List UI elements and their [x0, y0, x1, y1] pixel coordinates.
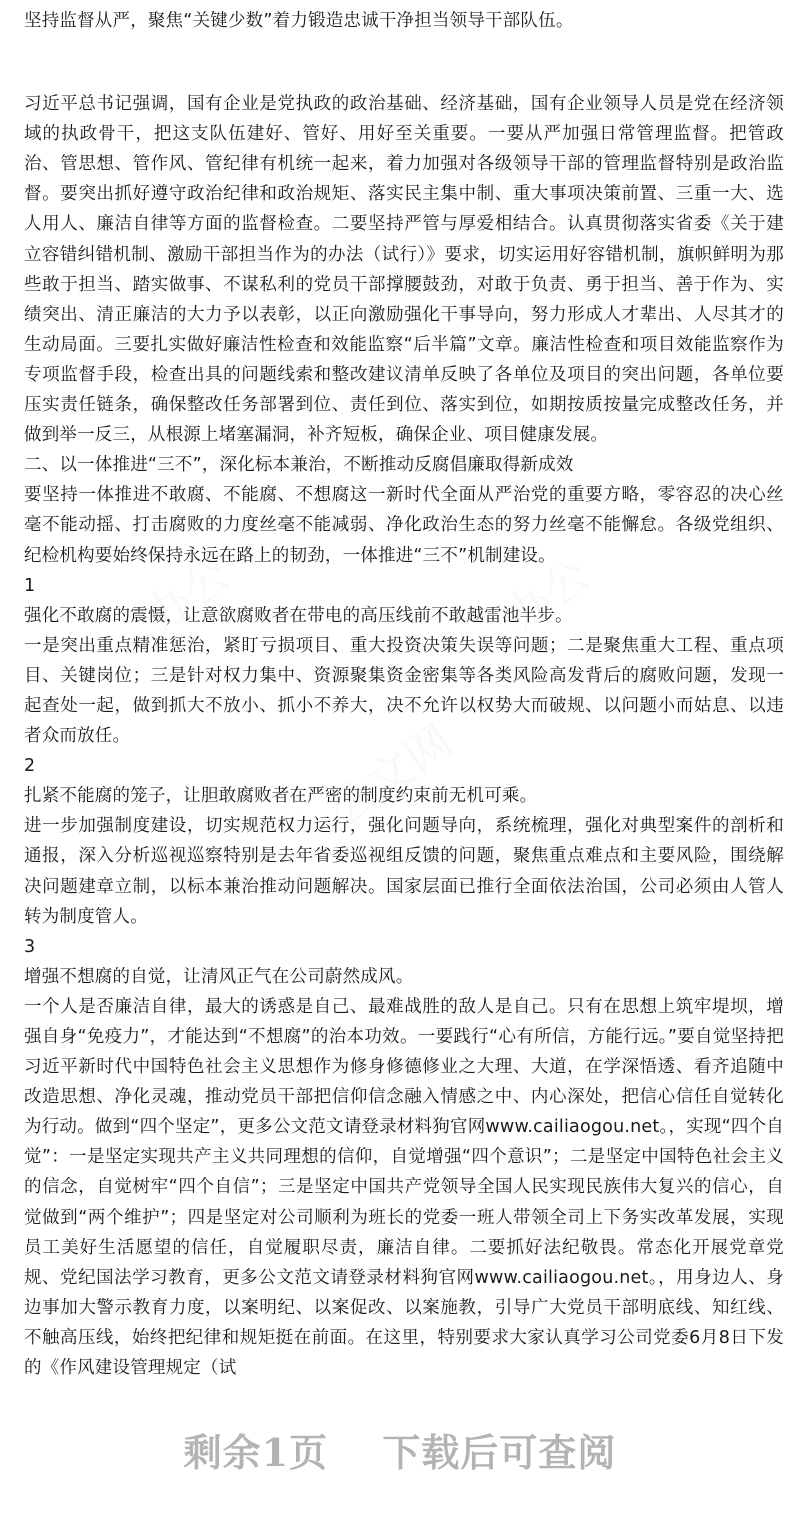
download-label[interactable]: 下载后可查阅	[382, 1430, 617, 1475]
paragraph: 进一步加强制度建设，切实规范权力运行，强化问题导向，系统梳理，强化对典型案件的剖析和通报，深入分析巡视巡察特别是去年省委巡视组反馈的问题，聚焦重点难点和主要风险，围绕解决问题建章立制，以标本兼治推动问题解决。国家层面已推行全面依法治国，公司必须由人管人转为制度管人。	[24, 816, 784, 927]
download-prompt[interactable]	[0, 1422, 800, 1526]
watermark: 办公	[494, 546, 601, 644]
watermark: 办公	[134, 546, 241, 644]
document-body	[24, 6, 784, 1383]
paragraph: 一个人是否廉洁自律，最大的诱惑是自己、最难战胜的敌人是自己。只有在思想上筑牢堤坝，增强自身“免疫力”，才能达到“不想腐”的治本功效。一要践行“心有所信，方能行远。”要自觉坚持把习近平新时代中国特色社会主义思想作为修身修德修业之大理、大道，在学深悟透、看齐追随中改造思想、净化灵魂，推动党员干部把信仰信念融入情感之中、内心深处，把信心信任自觉转化为行动。做到“四个坚定”，更多公文范文请登录材料狗官网www.cailiaogou.net。，实现“四个自觉”：一是坚定实现共产主义共同理想的信仰，自觉增强“四个意识”；二是坚定中国特色社会主义的信念，自觉树牢“四个自信”；三是坚定中国共产党领导全国人民实现民族伟大复兴的信心，自觉做到“两个维护”；四是坚定对公司顺利为班长的党委一班人带领全司上下务实改革发展，实现员工美好生活愿望的信任，自觉履职尽责，廉洁自律。二要抓好法纪敬畏。常态化开展党章党规、党纪国法学习教育，更多公文范文请登录材料狗官网www.cailiaogou.net。，用身边人、身边事加大警示教育力度，以案明纪、以案促改、以案施教，引导广大党员干部明底线、知红线、不触高压线，始终把纪律和规矩挺在前面。在这里，特别要求大家认真学习公司党委6月8日下发的《作风建设管理规定（试	[24, 996, 784, 1379]
paragraph: 一是突出重点精准惩治，紧盯亏损项目、重大投资决策失误等问题；二是聚焦重大工程、重点项目、关键岗位；三是针对权力集中、资源聚集资金密集等各类风险高发背后的腐败问题，发现一起查处一起，做到抓大不放小、抓小不养大，决不允许以权势大而破规、以问题小而姑息、以违者众而放任。	[24, 635, 784, 747]
paragraph: 坚持监督从严，聚焦“关键少数”着力锻造忠诚干净担当领导干部队伍。	[24, 11, 574, 31]
watermark: 公文网	[318, 713, 463, 838]
item-number: 2	[24, 756, 36, 777]
remaining-pages-label: 剩余1页	[183, 1430, 329, 1475]
item-heading: 扎紧不能腐的笼子，让胆敢腐败者在严密的制度约束前无机可乘。	[24, 786, 538, 807]
section-heading: 二、以一体推进“三不”，深化标本兼治，不断推动反腐倡廉取得新成效	[24, 455, 574, 476]
item-number: 1	[24, 575, 36, 596]
item-heading: 增强不想腐的自觉，让清风正气在公司蔚然成风。	[24, 966, 414, 987]
paragraph: 习近平总书记强调，国有企业是党执政的政治基础、经济基础，国有企业领导人员是党在经济领域的执政骨干，把这支队伍建好、管好、用好至关重要。一要从严加强日常管理监督。把管政治、管思想、管作风、管纪律有机统一起来，着力加强对各级领导干部的管理监督特别是政治监督。要突出抓好遵守政治纪律和政治规矩、落实民主集中制、重大事项决策前置、三重一大、选人用人、廉洁自律等方面的监督检查。二要坚持严管与厚爱相结合。认真贯彻落实省委《关于建立容错纠错机制、激励干部担当作为的办法（试行）》要求，切实运用好容错机制，旗帜鲜明为那些敢于担当、踏实做事、不谋私利的党员干部撑腰鼓劲，对敢于负责、勇于担当、善于作为、实绩突出、清正廉洁的大力予以表彰，以正向激励强化干事导向，努力形成人才辈出、人尽其才的生动局面。三要扎实做好廉洁性检查和效能监察“后半篇”文章。廉洁性检查和项目效能监察作为专项监督手段，检查出具的问题线索和整改建议清单反映了各单位及项目的突出问题，各单位要压实责任链条，确保整改任务部署到位、责任到位、落实到位，如期按质按量完成整改任务，并做到举一反三，从根源上堵塞漏洞，补齐短板，确保企业、项目健康发展。	[24, 94, 784, 446]
item-heading: 强化不敢腐的震慑，让意欲腐败者在带电的高压线前不敢越雷池半步。	[24, 605, 573, 626]
item-number: 3	[24, 936, 36, 957]
paragraph: 要坚持一体推进不敢腐、不能腐、不想腐这一新时代全面从严治党的重要方略，零容忍的决心丝毫不能动摇、打击腐败的力度丝毫不能减弱、净化政治生态的努力丝毫不能懈怠。各级党组织、纪检机构要始终保持永远在路上的韧劲，一体推进“三不”机制建设。	[24, 485, 784, 566]
